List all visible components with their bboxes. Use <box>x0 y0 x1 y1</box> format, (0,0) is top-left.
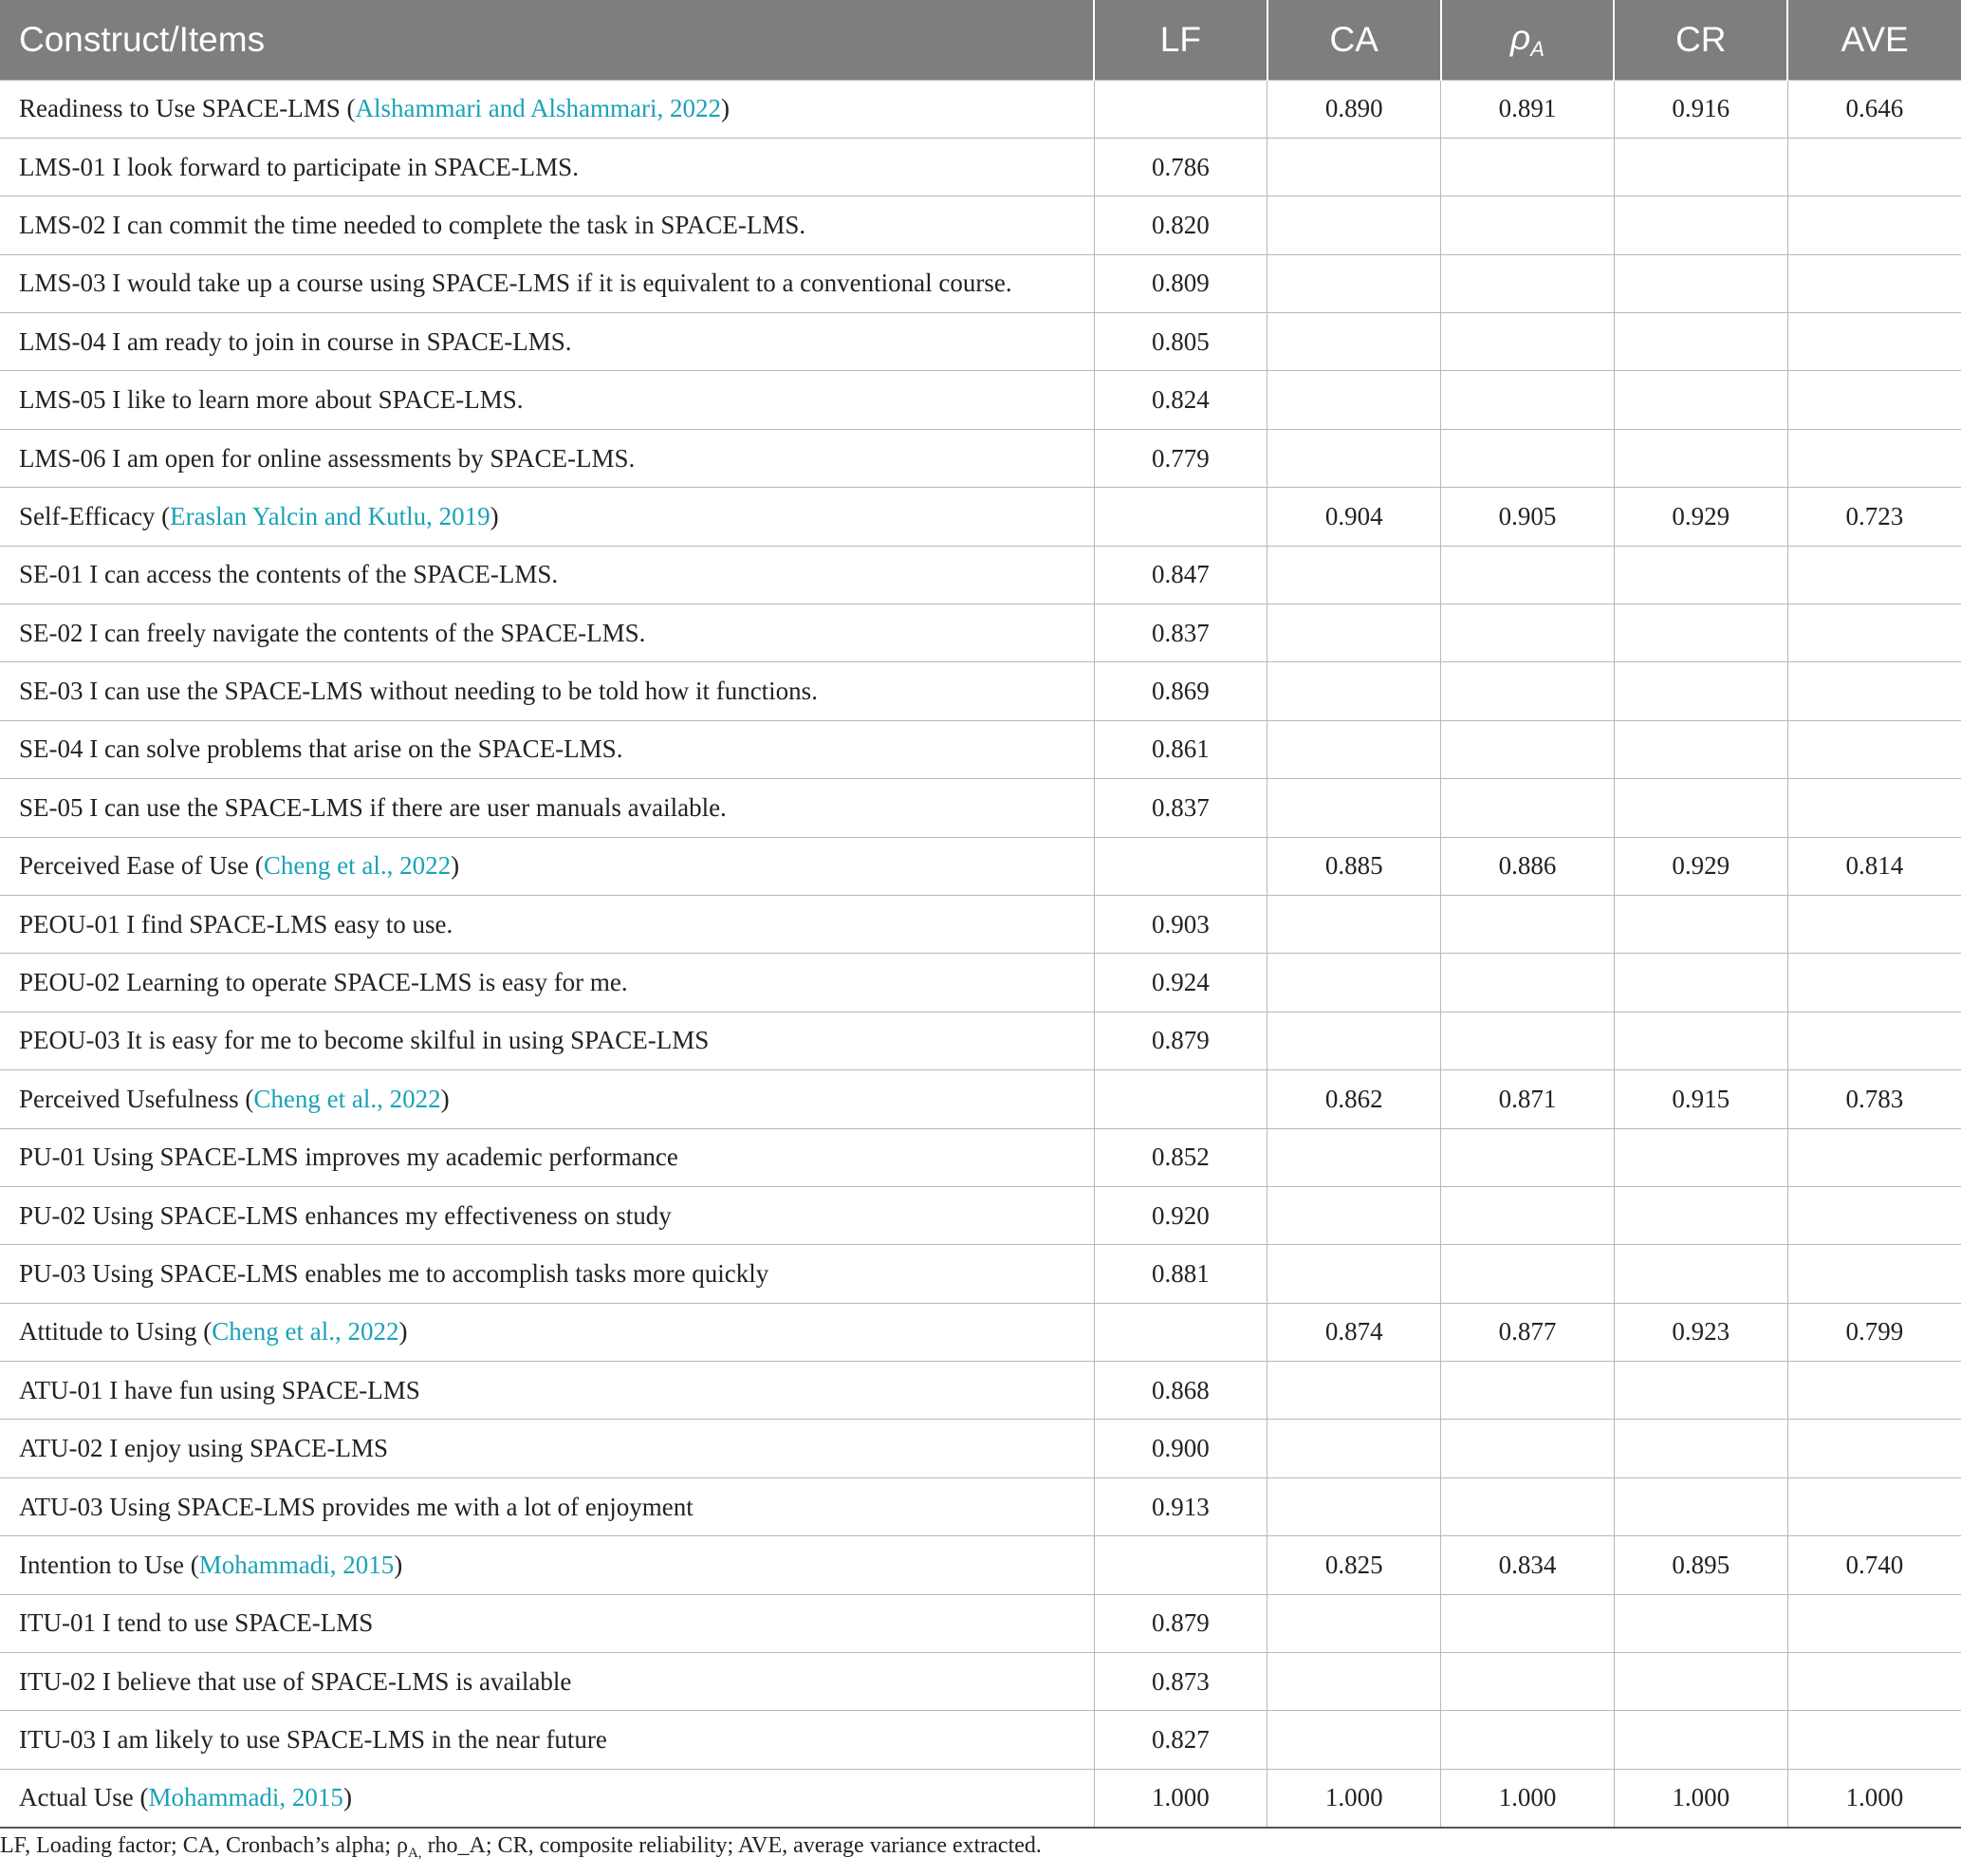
item-cell <box>0 1128 1094 1186</box>
ave-cell <box>1787 1186 1961 1244</box>
table-row <box>0 779 1961 837</box>
item-cell <box>0 138 1094 195</box>
cr-cell: 0.929 <box>1614 488 1787 546</box>
item-cell <box>0 1303 1094 1361</box>
table-row <box>0 1711 1961 1769</box>
item-text: PU-02 Using SPACE-LMS enhances my effectiveness on study <box>19 1200 672 1230</box>
cr-cell <box>1614 1653 1787 1711</box>
table-row <box>0 895 1961 953</box>
item-text: LMS-01 I look forward to participate in SPACE-LMS. <box>19 152 579 181</box>
ca-cell <box>1267 1653 1441 1711</box>
ca-cell <box>1267 371 1441 429</box>
item-cell <box>0 1769 1094 1827</box>
citation-link[interactable]: Alshammari and Alshammari, 2022 <box>355 94 721 123</box>
cr-cell <box>1614 662 1787 720</box>
ave-cell: 0.814 <box>1787 837 1961 895</box>
item-cell <box>0 1711 1094 1769</box>
cr-cell <box>1614 1128 1787 1186</box>
ca-cell: 0.862 <box>1267 1070 1441 1128</box>
table-row <box>0 138 1961 195</box>
table-row <box>0 371 1961 429</box>
rho-cell <box>1441 1245 1615 1303</box>
item-cell <box>0 1362 1094 1420</box>
rho-cell: 0.886 <box>1441 837 1615 895</box>
ca-cell <box>1267 254 1441 312</box>
item-text: Perceived Ease of Use ( <box>19 851 264 881</box>
ave-cell <box>1787 779 1961 837</box>
rho-cell <box>1441 254 1615 312</box>
lf-cell: 0.879 <box>1094 1012 1267 1069</box>
ave-cell <box>1787 1711 1961 1769</box>
rho-cell <box>1441 1653 1615 1711</box>
cr-cell: 0.923 <box>1614 1303 1787 1361</box>
cr-cell <box>1614 138 1787 195</box>
item-text: PU-01 Using SPACE-LMS improves my academic performance <box>19 1142 678 1172</box>
cr-cell: 0.929 <box>1614 837 1787 895</box>
item-text: PEOU-01 I find SPACE-LMS easy to use. <box>19 909 453 938</box>
table-row <box>0 1420 1961 1477</box>
rho-cell <box>1441 196 1615 254</box>
item-text: ATU-03 Using SPACE-LMS provides me with a lot of enjoyment <box>19 1492 694 1521</box>
lf-cell: 0.920 <box>1094 1186 1267 1244</box>
table-row <box>0 1303 1961 1361</box>
ave-cell <box>1787 604 1961 662</box>
rho-cell <box>1441 954 1615 1012</box>
ave-cell <box>1787 662 1961 720</box>
lf-cell <box>1094 488 1267 546</box>
item-text: Actual Use ( <box>19 1783 149 1812</box>
item-text: Perceived Usefulness ( <box>19 1084 254 1113</box>
item-text: LMS-05 I like to learn more about SPACE-LMS. <box>19 385 524 415</box>
item-cell <box>0 604 1094 662</box>
footnote-subscript: A, <box>407 1846 422 1861</box>
cr-cell <box>1614 954 1787 1012</box>
ca-cell <box>1267 313 1441 371</box>
rho-cell: 0.905 <box>1441 488 1615 546</box>
item-cell <box>0 1477 1094 1535</box>
ca-cell <box>1267 720 1441 778</box>
cr-cell <box>1614 720 1787 778</box>
ave-cell <box>1787 1012 1961 1069</box>
rho-cell: 0.871 <box>1441 1070 1615 1128</box>
ca-cell: 0.885 <box>1267 837 1441 895</box>
table-row <box>0 1362 1961 1420</box>
item-cell <box>0 779 1094 837</box>
rho-cell <box>1441 1711 1615 1769</box>
item-cell <box>0 313 1094 371</box>
lf-cell: 0.827 <box>1094 1711 1267 1769</box>
table-header <box>0 0 1961 80</box>
item-text: SE-03 I can use the SPACE-LMS without needing to be told how it functions. <box>19 677 818 706</box>
table-row <box>0 662 1961 720</box>
ca-cell <box>1267 1128 1441 1186</box>
cr-cell <box>1614 1420 1787 1477</box>
item-cell <box>0 546 1094 604</box>
item-cell <box>0 371 1094 429</box>
rho-cell: 1.000 <box>1441 1769 1615 1827</box>
lf-cell: 0.903 <box>1094 895 1267 953</box>
item-text: LMS-03 I would take up a course using SPACE-LMS if it is equivalent to a conventional course. <box>19 269 1012 298</box>
item-text: PEOU-03 It is easy for me to become skilful in using SPACE-LMS <box>19 1026 710 1055</box>
rho-cell: 0.877 <box>1441 1303 1615 1361</box>
item-text: Self-Efficacy ( <box>19 501 171 530</box>
table-row <box>0 254 1961 312</box>
item-text: ITU-02 I believe that use of SPACE-LMS is available <box>19 1666 572 1696</box>
ave-cell: 0.799 <box>1787 1303 1961 1361</box>
ave-cell: 1.000 <box>1787 1769 1961 1827</box>
ca-cell <box>1267 662 1441 720</box>
item-text: SE-05 I can use the SPACE-LMS if there are user manuals available. <box>19 792 727 822</box>
ave-cell <box>1787 1653 1961 1711</box>
item-text: ITU-03 I am likely to use SPACE-LMS in the near future <box>19 1725 607 1755</box>
item-text-close: ) <box>342 1783 352 1812</box>
table-row <box>0 1769 1961 1827</box>
ave-cell <box>1787 1594 1961 1652</box>
rho-cell <box>1441 895 1615 953</box>
rho-cell <box>1441 429 1615 487</box>
item-cell <box>0 1186 1094 1244</box>
rho-cell <box>1441 1420 1615 1477</box>
rho-subscript: A <box>1530 36 1545 61</box>
item-text: LMS-04 I am ready to join in course in SPACE-LMS. <box>19 326 572 356</box>
ave-cell <box>1787 1362 1961 1420</box>
ave-cell <box>1787 1245 1961 1303</box>
ave-cell <box>1787 196 1961 254</box>
lf-cell: 0.824 <box>1094 371 1267 429</box>
rho-cell <box>1441 1012 1615 1069</box>
ca-cell <box>1267 1420 1441 1477</box>
lf-cell <box>1094 1070 1267 1128</box>
table-row <box>0 604 1961 662</box>
ave-cell <box>1787 1477 1961 1535</box>
table-row <box>0 1070 1961 1128</box>
ave-cell <box>1787 1128 1961 1186</box>
item-text-close: ) <box>398 1317 408 1347</box>
ca-cell <box>1267 604 1441 662</box>
lf-cell: 0.820 <box>1094 196 1267 254</box>
header-cr: CR <box>1614 0 1787 80</box>
item-text: SE-01 I can access the contents of the SPACE-LMS. <box>19 560 559 589</box>
ca-cell <box>1267 546 1441 604</box>
ave-cell <box>1787 954 1961 1012</box>
ca-cell <box>1267 1012 1441 1069</box>
table-row <box>0 1536 1961 1594</box>
table-row <box>0 1245 1961 1303</box>
table-row <box>0 1653 1961 1711</box>
ca-cell: 1.000 <box>1267 1769 1441 1827</box>
item-cell <box>0 1536 1094 1594</box>
cr-cell <box>1614 196 1787 254</box>
rho-cell <box>1441 1128 1615 1186</box>
header-ca: CA <box>1267 0 1441 80</box>
ave-cell <box>1787 720 1961 778</box>
ca-cell <box>1267 429 1441 487</box>
ave-cell: 0.646 <box>1787 80 1961 138</box>
item-text: LMS-06 I am open for online assessments by SPACE-LMS. <box>19 443 636 473</box>
table-row <box>0 313 1961 371</box>
ave-cell: 0.723 <box>1787 488 1961 546</box>
item-cell <box>0 895 1094 953</box>
item-cell <box>0 1070 1094 1128</box>
citation-link[interactable]: Mohammadi, 2015 <box>198 1550 395 1579</box>
table-row <box>0 1128 1961 1186</box>
item-cell <box>0 488 1094 546</box>
lf-cell: 0.869 <box>1094 662 1267 720</box>
item-cell <box>0 254 1094 312</box>
cr-cell <box>1614 1477 1787 1535</box>
rho-cell: 0.834 <box>1441 1536 1615 1594</box>
citation-link[interactable]: Cheng et al., 2022 <box>263 851 452 881</box>
lf-cell: 0.924 <box>1094 954 1267 1012</box>
item-text-close: ) <box>451 851 460 881</box>
lf-cell: 0.873 <box>1094 1653 1267 1711</box>
cr-cell <box>1614 895 1787 953</box>
item-text-close: ) <box>720 94 730 123</box>
item-text: Intention to Use ( <box>19 1550 199 1579</box>
ave-cell <box>1787 254 1961 312</box>
lf-cell: 0.900 <box>1094 1420 1267 1477</box>
rho-cell <box>1441 1186 1615 1244</box>
ca-cell <box>1267 196 1441 254</box>
item-text: ATU-02 I enjoy using SPACE-LMS <box>19 1434 389 1463</box>
ca-cell <box>1267 1477 1441 1535</box>
item-cell <box>0 1420 1094 1477</box>
lf-cell: 0.861 <box>1094 720 1267 778</box>
lf-cell <box>1094 1303 1267 1361</box>
item-cell <box>0 837 1094 895</box>
table-row <box>0 546 1961 604</box>
cr-cell <box>1614 1186 1787 1244</box>
ca-cell: 0.904 <box>1267 488 1441 546</box>
rho-cell <box>1441 1477 1615 1535</box>
ave-cell <box>1787 429 1961 487</box>
rho-cell <box>1441 371 1615 429</box>
item-cell <box>0 1594 1094 1652</box>
table-row <box>0 720 1961 778</box>
lf-cell: 0.786 <box>1094 138 1267 195</box>
rho-cell <box>1441 138 1615 195</box>
table-row <box>0 196 1961 254</box>
ca-cell <box>1267 1245 1441 1303</box>
ca-cell <box>1267 895 1441 953</box>
rho-cell <box>1441 1594 1615 1652</box>
item-text: Readiness to Use SPACE-LMS ( <box>19 94 356 123</box>
ca-cell <box>1267 779 1441 837</box>
header-construct-items: Construct/Items <box>19 19 266 59</box>
lf-cell <box>1094 80 1267 138</box>
rho-cell <box>1441 546 1615 604</box>
item-cell <box>0 954 1094 1012</box>
cr-cell <box>1614 371 1787 429</box>
rho-symbol: ρ <box>1510 17 1531 57</box>
rho-cell <box>1441 720 1615 778</box>
item-cell <box>0 1653 1094 1711</box>
ca-cell <box>1267 138 1441 195</box>
item-cell <box>0 429 1094 487</box>
cr-cell <box>1614 254 1787 312</box>
rho-cell: 0.891 <box>1441 80 1615 138</box>
lf-cell: 1.000 <box>1094 1769 1267 1827</box>
ca-cell: 0.890 <box>1267 80 1441 138</box>
cr-cell: 0.916 <box>1614 80 1787 138</box>
item-cell <box>0 720 1094 778</box>
footnote-part2: rho_A; CR, composite reliability; AVE, average variance extracted. <box>421 1833 1042 1858</box>
table-footnote <box>0 1833 1042 1862</box>
cr-cell <box>1614 1594 1787 1652</box>
cr-cell <box>1614 1711 1787 1769</box>
item-text: LMS-02 I can commit the time needed to complete the task in SPACE-LMS. <box>19 210 806 239</box>
item-text-close: ) <box>490 501 499 530</box>
lf-cell: 0.837 <box>1094 779 1267 837</box>
cr-cell <box>1614 429 1787 487</box>
lf-cell: 0.837 <box>1094 604 1267 662</box>
item-text-close: ) <box>394 1550 403 1579</box>
item-text: ITU-01 I tend to use SPACE-LMS <box>19 1608 374 1638</box>
ca-cell <box>1267 1362 1441 1420</box>
cr-cell <box>1614 546 1787 604</box>
table-row <box>0 429 1961 487</box>
cr-cell: 0.895 <box>1614 1536 1787 1594</box>
lf-cell <box>1094 837 1267 895</box>
header-rho-a <box>1441 0 1615 80</box>
ave-cell <box>1787 1420 1961 1477</box>
item-cell <box>0 80 1094 138</box>
ave-cell <box>1787 313 1961 371</box>
header-ave: AVE <box>1787 0 1961 80</box>
ave-cell: 0.783 <box>1787 1070 1961 1128</box>
lf-cell: 0.779 <box>1094 429 1267 487</box>
lf-cell: 0.809 <box>1094 254 1267 312</box>
cr-cell <box>1614 1012 1787 1069</box>
ca-cell <box>1267 1186 1441 1244</box>
item-text: Attitude to Using ( <box>19 1317 213 1347</box>
item-cell <box>0 1245 1094 1303</box>
ca-cell <box>1267 954 1441 1012</box>
ave-cell: 0.740 <box>1787 1536 1961 1594</box>
ave-cell <box>1787 138 1961 195</box>
table-body <box>0 80 1961 1828</box>
rho-cell <box>1441 1362 1615 1420</box>
lf-cell: 0.913 <box>1094 1477 1267 1535</box>
lf-cell: 0.805 <box>1094 313 1267 371</box>
ca-cell <box>1267 1594 1441 1652</box>
lf-cell: 0.881 <box>1094 1245 1267 1303</box>
citation-link[interactable]: Cheng et al., 2022 <box>253 1084 441 1113</box>
citation-link[interactable]: Eraslan Yalcin and Kutlu, 2019 <box>170 501 490 530</box>
lf-cell: 0.868 <box>1094 1362 1267 1420</box>
cr-cell <box>1614 604 1787 662</box>
table-row <box>0 837 1961 895</box>
lf-cell: 0.879 <box>1094 1594 1267 1652</box>
rho-cell <box>1441 662 1615 720</box>
table-row <box>0 80 1961 138</box>
item-text-close: ) <box>440 1084 450 1113</box>
item-cell <box>0 196 1094 254</box>
cr-cell <box>1614 1362 1787 1420</box>
item-text: SE-04 I can solve problems that arise on the SPACE-LMS. <box>19 734 623 764</box>
ca-cell: 0.874 <box>1267 1303 1441 1361</box>
rho-cell <box>1441 604 1615 662</box>
rho-cell <box>1441 779 1615 837</box>
header-row <box>0 0 1961 80</box>
item-text: PEOU-02 Learning to operate SPACE-LMS is easy for me. <box>19 968 628 997</box>
lf-cell <box>1094 1536 1267 1594</box>
ave-cell <box>1787 895 1961 953</box>
item-cell <box>0 662 1094 720</box>
table-row <box>0 1477 1961 1535</box>
cr-cell: 0.915 <box>1614 1070 1787 1128</box>
table-row <box>0 1012 1961 1069</box>
table-row <box>0 488 1961 546</box>
table-row <box>0 1186 1961 1244</box>
ave-cell <box>1787 371 1961 429</box>
item-text: SE-02 I can freely navigate the contents of the SPACE-LMS. <box>19 618 646 647</box>
item-text: ATU-01 I have fun using SPACE-LMS <box>19 1375 420 1404</box>
cr-cell <box>1614 779 1787 837</box>
item-text: PU-03 Using SPACE-LMS enables me to accomplish tasks more quickly <box>19 1259 769 1288</box>
table-row <box>0 1594 1961 1652</box>
ca-cell <box>1267 1711 1441 1769</box>
lf-cell: 0.852 <box>1094 1128 1267 1186</box>
table-row <box>0 954 1961 1012</box>
cr-cell: 1.000 <box>1614 1769 1787 1827</box>
cr-cell <box>1614 1245 1787 1303</box>
ca-cell: 0.825 <box>1267 1536 1441 1594</box>
footnote-part1: LF, Loading factor; CA, Cronbach’s alpha; ρ <box>0 1833 408 1858</box>
rho-cell <box>1441 313 1615 371</box>
citation-link[interactable]: Mohammadi, 2015 <box>148 1783 343 1812</box>
header-lf: LF <box>1094 0 1267 80</box>
cr-cell <box>1614 313 1787 371</box>
ave-cell <box>1787 546 1961 604</box>
lf-cell: 0.847 <box>1094 546 1267 604</box>
item-cell <box>0 1012 1094 1069</box>
citation-link[interactable]: Cheng et al., 2022 <box>212 1317 399 1347</box>
